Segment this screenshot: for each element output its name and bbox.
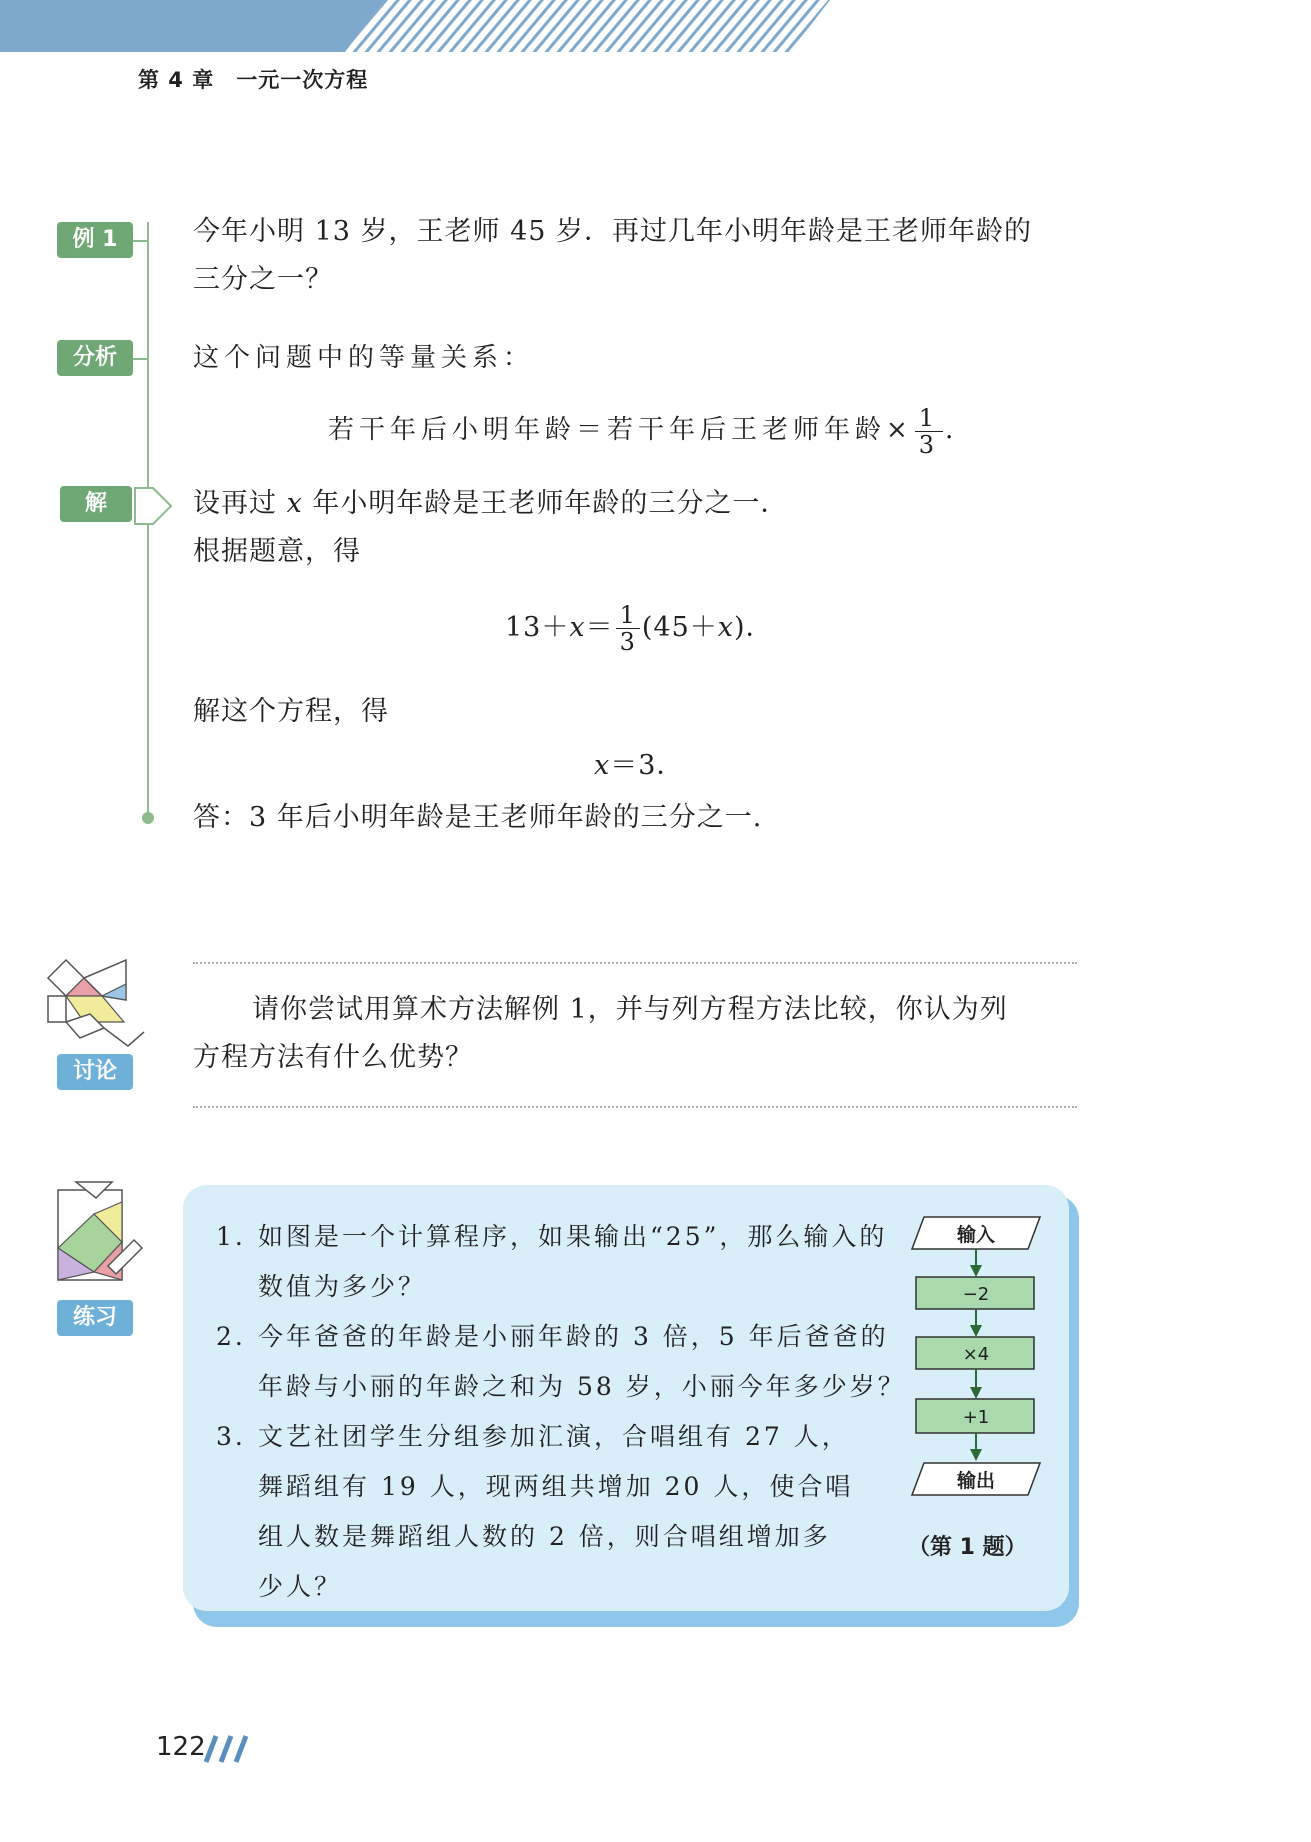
exercise-line: 今年爸爸的年龄是小丽年龄的 3 倍，5 年后爸爸的 bbox=[258, 1322, 889, 1351]
fraction-denominator: 3 bbox=[619, 628, 636, 656]
equation-2 bbox=[594, 742, 684, 790]
chapter-title: 第 4 章 一元一次方程 bbox=[138, 68, 369, 92]
solution-tag: 解 bbox=[60, 486, 132, 522]
example-question-line2: 三分之一？ bbox=[193, 264, 333, 295]
analysis-relation bbox=[328, 400, 976, 460]
eq1-fraction bbox=[616, 602, 640, 655]
flow-step-3-label: +1 bbox=[962, 1407, 990, 1428]
exercise-line: 少人？ bbox=[258, 1572, 343, 1601]
flow-input-label: 输入 bbox=[956, 1224, 996, 1246]
guide-tick bbox=[132, 358, 148, 360]
flow-step-2-label: ×4 bbox=[962, 1344, 990, 1365]
exercise-line: 组人数是舞蹈组人数的 2 倍，则合唱组增加多 bbox=[258, 1522, 831, 1551]
exercise-line: 文艺社团学生分组参加汇演，合唱组有 27 人， bbox=[258, 1422, 850, 1451]
flow-input-box bbox=[912, 1217, 1040, 1249]
figure-caption: （第 1 题） bbox=[908, 1535, 1027, 1560]
eq1-right-b: )． bbox=[734, 612, 774, 643]
flow-step-2 bbox=[916, 1337, 1034, 1369]
example-question-line1: 今年小明 13 岁，王老师 45 岁．再过几年小明年龄是王老师年龄的 bbox=[193, 216, 1033, 247]
exercise-item-2 bbox=[216, 1312, 906, 1412]
page-number-text: 122 bbox=[156, 1732, 206, 1762]
flow-output-box bbox=[912, 1463, 1040, 1495]
variable-x: x bbox=[286, 488, 303, 519]
discussion-tag: 讨论 bbox=[57, 1054, 133, 1090]
relation-fraction bbox=[915, 405, 943, 458]
exercise-number: 3. bbox=[216, 1422, 246, 1451]
tangram-exercise-icon bbox=[48, 1180, 144, 1286]
exercise-item-1 bbox=[216, 1212, 887, 1312]
discussion-line1: 请你尝试用算术方法解例 1，并与列方程方法比较，你认为列 bbox=[252, 994, 1008, 1025]
solution-answer: 答：3 年后小明年龄是王老师年龄的三分之一. bbox=[193, 802, 763, 833]
eq1-equals: ＝ bbox=[585, 612, 614, 643]
variable-x: x bbox=[717, 612, 734, 643]
page-number bbox=[156, 1732, 206, 1762]
variable-x: x bbox=[594, 750, 611, 781]
header-band bbox=[0, 0, 830, 52]
flowchart bbox=[910, 1215, 1046, 1505]
relation-end: ． bbox=[945, 415, 977, 445]
guide-dot bbox=[142, 812, 154, 824]
eq1-right-a: (45＋ bbox=[641, 612, 718, 643]
analysis-intro: 这个问题中的等量关系： bbox=[193, 343, 535, 373]
equation-1 bbox=[505, 598, 774, 658]
solution-line1-a: 设再过 bbox=[193, 488, 277, 519]
solution-line1-b: 年小明年龄是王老师年龄的三分之一． bbox=[312, 488, 789, 519]
fraction-numerator: 1 bbox=[616, 602, 640, 629]
eq1-left: 13＋ bbox=[505, 612, 570, 643]
analysis-tag: 分析 bbox=[57, 340, 133, 376]
discussion-bottom-rule bbox=[193, 1106, 1077, 1108]
flow-step-3 bbox=[916, 1399, 1034, 1433]
discussion-line2: 方程方法有什么优势？ bbox=[193, 1042, 473, 1073]
exercise-line: 年龄与小丽的年龄之和为 58 岁，小丽今年多少岁？ bbox=[258, 1372, 906, 1401]
eq2-rest: ＝3． bbox=[610, 750, 685, 781]
discussion-top-rule bbox=[193, 962, 1077, 964]
variable-x: x bbox=[569, 612, 586, 643]
exercise-tag: 练习 bbox=[57, 1300, 133, 1336]
fraction-denominator: 3 bbox=[918, 430, 940, 459]
guide-tick bbox=[132, 240, 148, 242]
flow-step-1-label: −2 bbox=[962, 1284, 990, 1305]
exercise-number: 1. bbox=[216, 1222, 246, 1251]
solution-line3: 解这个方程，得 bbox=[193, 696, 389, 727]
flow-step-1 bbox=[916, 1277, 1034, 1309]
exercise-line: 舞蹈组有 19 人，现两组共增加 20 人，使合唱 bbox=[258, 1472, 854, 1501]
solution-line1 bbox=[193, 480, 788, 528]
page-number-slashes bbox=[204, 1734, 254, 1764]
example-tag: 例 1 bbox=[57, 222, 133, 258]
flow-output-label: 输出 bbox=[956, 1470, 996, 1492]
exercise-item-3 bbox=[216, 1412, 853, 1612]
relation-text: 若干年后小明年龄＝若干年后王老师年龄× bbox=[328, 415, 913, 445]
tangram-discussion-icon bbox=[44, 950, 148, 1048]
exercise-number: 2. bbox=[216, 1322, 246, 1351]
solution-line2: 根据题意，得 bbox=[193, 536, 361, 567]
exercise-line: 数值为多少？ bbox=[258, 1272, 427, 1301]
exercise-line: 如图是一个计算程序，如果输出“25”，那么输入的 bbox=[258, 1222, 888, 1251]
fraction-numerator: 1 bbox=[915, 405, 943, 432]
